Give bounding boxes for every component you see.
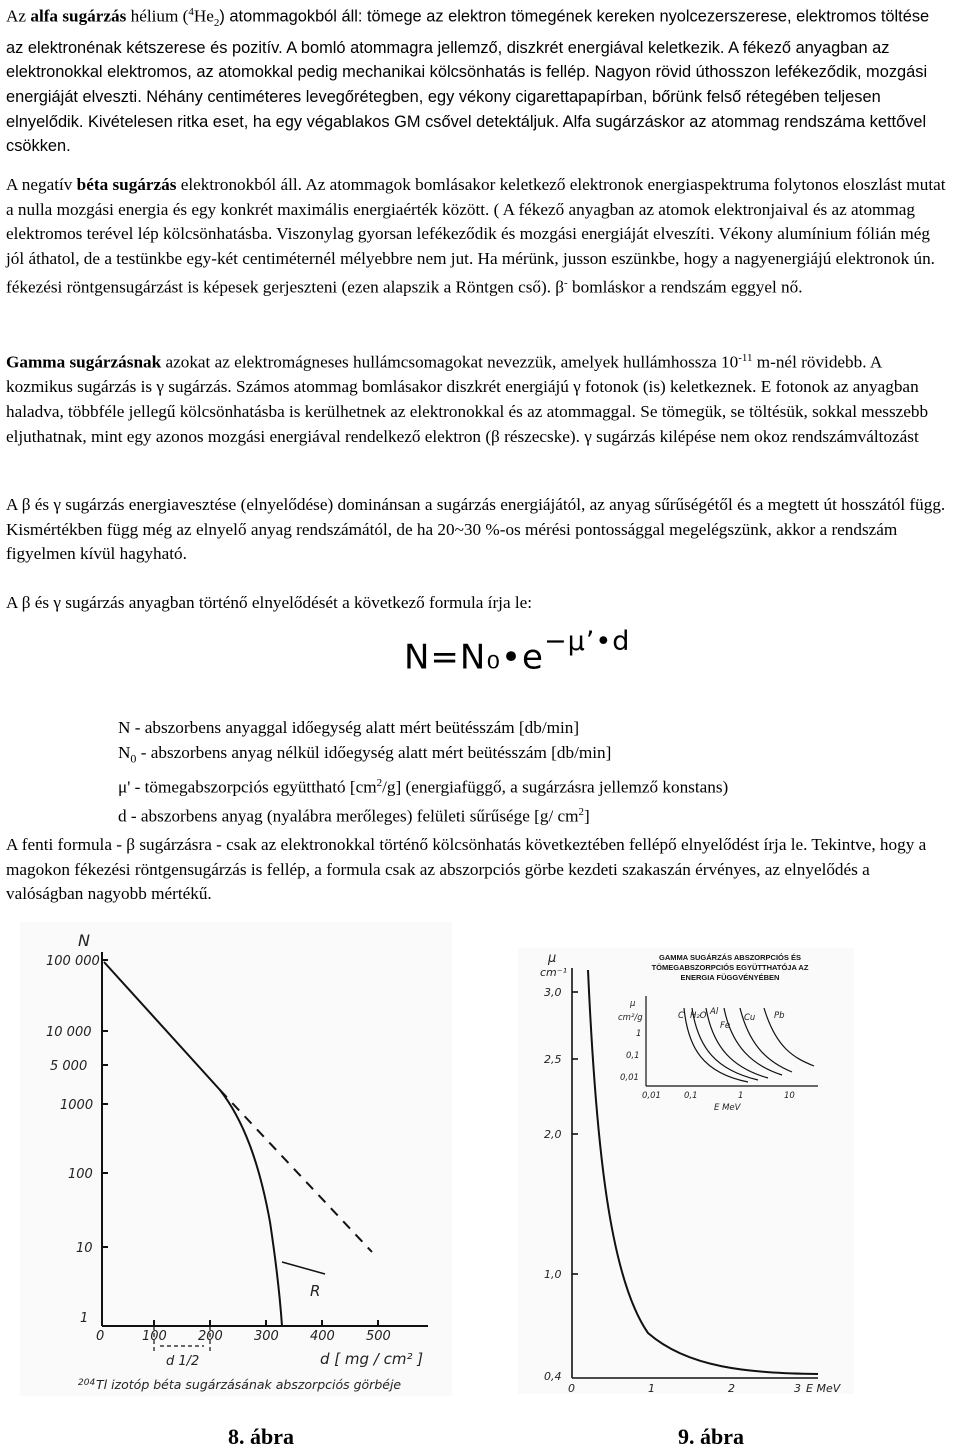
fig9-inset-y-unit: cm²/g — [618, 1013, 643, 1023]
fig9-inset-y-tick: 0,1 — [626, 1051, 640, 1061]
fig9-x-tick: 3 — [794, 1382, 801, 1394]
figure-9-label: 9. ábra — [678, 1424, 744, 1449]
fig8-caption: Tl izotóp béta sugárzásának abszorpciós görbéje — [96, 1377, 402, 1392]
fig9-inset-curve-label: C — [678, 1011, 684, 1021]
fig9-inset-x-tick: 10 — [784, 1091, 795, 1101]
fig8-x-tick: 0 — [96, 1329, 105, 1344]
legend-row-n: N - abszorbens anyaggal időegység alatt mért beütésszám [db/min] — [118, 718, 580, 737]
fig9-inset-y-tick: 0,01 — [620, 1073, 639, 1083]
fig8-y-tick: 1 — [80, 1311, 89, 1326]
fig9-y-tick: 3,0 — [544, 986, 562, 999]
fig9-y-tick: 2,5 — [544, 1053, 562, 1066]
fig9-inset-y-label: μ — [630, 999, 636, 1009]
fig9-title-line: GAMMA SUGÁRZÁS ABSZORPCIÓS ÉS — [659, 953, 801, 962]
fig8-x-tick: 500 — [366, 1329, 391, 1344]
energy-loss-paragraph: A β és γ sugárzás energiavesztése (elnyelődése) dominánsan a sugárzás energiájától, az anyag sűrűségétől és a megtett út hosszától függ. Kismértékben függ még az elnyelő anyag rendszámától, de ha 20~30 %-os mérési pontossággal megelégszünk, akkor a rendszám figyelmen kívül hagyható. — [6, 495, 946, 564]
fig9-x-tick: 2 — [728, 1382, 735, 1394]
fig8-x-tick: 100 — [142, 1329, 167, 1344]
fig9-inset-x-tick: 1 — [738, 1091, 744, 1101]
fig9-inset-curve-label: Al — [710, 1007, 719, 1017]
fig9-inset-x-tick: 0,1 — [684, 1091, 698, 1101]
fig9-x-axis-label: E MeV — [806, 1382, 841, 1394]
fig8-y-tick: 100 000 — [46, 954, 100, 969]
fig9-inset-x-label: E MeV — [714, 1103, 741, 1113]
legend-row-d: d - abszorbens anyag (nyalábra merőleges) felületi sűrűsége [g/ $cm^2$] — [118, 805, 590, 826]
fig9-inset-curve-label: Pb — [774, 1011, 785, 1021]
fig9-y-tick: 1,0 — [544, 1268, 562, 1281]
formula-validity-paragraph: A fenti formula - β sugárzásra - csak az elektronokkal történő kölcsönhatás következtében fellépő elnyelődést írja le. Tekintve, hogy a magokon fékezési röntgensugárzás is fellép, a formula csak az abszorpciós görbe kezdeti szakaszán érvényes, az elnyelődés a valóságban nagyobb mértékű. — [6, 835, 927, 904]
fig8-half-thickness-label: d 1/2 — [166, 1354, 200, 1369]
fig9-y-tick: 0,4 — [544, 1370, 562, 1383]
absorption-formula: $N=N_0•e^{-\mu’•d}$ — [404, 626, 631, 678]
alpha-paragraph: Az alfa sugárzás hélium $(^4He_2)$ atommagokból áll: tömege az elektron tömegének kereken nyolcezerszerese, elektromos töltése az elektronénak kétszerese és pozitív. A bomló atommagra jellemző, diszkrét energiával keletkezik. A fékező anyagban az elektronokkal elektromos, az atomokkal pedig mechanikai kölcsönhatás is fellép. Nagyon rövid úthosszon lefékeződik, mozgási energiáját elveszti. Néhány centiméteres levegőrétegben, egy vékony cigarettapapírban, bőrünk felső rétegében teljesen elnyelődik. Kivételesen ritka eset, ha egy végablakos GM csővel detektáljuk. Alfa sugárzáskor az atommag rendszáma kettővel csökken. — [6, 6, 930, 156]
figure-8-absorption-curve — [20, 922, 452, 1396]
fig8-x-tick: 200 — [198, 1329, 223, 1344]
fig9-inset-y-tick: 1 — [636, 1029, 642, 1039]
gamma-paragraph: Gamma sugárzásnak azokat az elektromágneses hullámcsomagokat nevezzük, amelyek hullámhossza $10^{-11}$ m-nél rövidebb. A kozmikus sugárzás is γ sugárzás. Számos atommag bomlásakor diszkrét energiájú γ fotonok (is) keletkeznek. E fotonok az anyagban haladva, többféle jellegű kölcsönhatásba is kerülhetnek az elektronokkal és az atommaggal. Se tömegük, se töltésük, sokkal messzebb eljuthatnak, mint egy azonos mozgási energiával rendelkező elektron (β részecske). γ sugárzás kilépése nem okoz rendszámváltozást — [6, 352, 929, 446]
fig9-y-unit: cm⁻¹ — [540, 966, 567, 979]
fig9-y-axis-label: μ — [548, 951, 557, 966]
fig8-x-axis-label: d [ mg / cm² ] — [320, 1350, 424, 1368]
formula-intro: A β és γ sugárzás anyagban történő elnyelődését a következő formula írja le: — [6, 593, 533, 612]
figure-8-label: 8. ábra — [228, 1424, 294, 1449]
fig8-y-tick: 10 — [76, 1241, 93, 1256]
fig8-y-axis-label: N — [78, 931, 90, 950]
legend-row-n0: $N_0$ - abszorbens anyag nélkül időegység alatt mért beütésszám [db/min] — [118, 742, 612, 766]
fig8-y-tick: 5 000 — [50, 1059, 88, 1074]
fig9-y-tick: 2,0 — [544, 1128, 562, 1141]
fig9-title-line: ENERGIA FÜGGVÉNYÉBEN — [680, 973, 780, 982]
fig9-x-tick: 0 — [568, 1382, 575, 1394]
fig8-y-tick: 10 000 — [46, 1025, 92, 1040]
fig9-inset-curve-label: H₂O — [690, 1011, 707, 1021]
fig8-caption-sup: 204 — [78, 1378, 96, 1388]
fig9-x-tick: 1 — [648, 1382, 655, 1394]
fig9-inset-x-tick: 0,01 — [642, 1091, 661, 1101]
fig8-x-tick: 400 — [310, 1329, 335, 1344]
fig9-inset-curve-label: Fe — [720, 1021, 731, 1031]
fig8-range-label: R — [310, 1282, 321, 1300]
fig9-inset-curve-label: Cu — [744, 1013, 756, 1023]
fig8-x-tick: 300 — [254, 1329, 279, 1344]
figure-9-gamma-absorption — [518, 948, 854, 1394]
fig8-y-tick: 1000 — [60, 1098, 94, 1113]
formula-legend — [118, 716, 728, 829]
figure-9-background — [518, 948, 854, 1394]
fig9-title-line: TÖMEGABSZORPCIÓS EGYÜTTHATÓJA AZ — [651, 963, 809, 972]
legend-row-mu: μ' - tömegabszorpciós együttható $[cm^2/g]$ (energiafüggő, a sugárzásra jellemző konstans) — [118, 776, 729, 797]
beta-paragraph: A negatív béta sugárzás elektronokból áll. Az atommagok bomlásakor keletkező elektronok energiaspektruma folytonos eloszlást mutat a nulla mozgási energia és egy konkrét maximális energiaérték között. ( A fékező anyagban az atomok elektronjaival és az atommag elektromos terével lép kölcsönhatásba. Viszonylag gyorsan lefékeződik és mozgási energiáját elveszíti. Vékony alumínium fólián még jól áthatol, de a testünkbe egy-két centiméternél mélyebbre nem jut. Ha mérünk, jusson eszünkbe, hogy a nagyenergiájú elektronok ún. fékezési röntgensugárzást is képesek gerjeszteni (ezen alapszik a Röntgen cső). β- bomláskor a rendszám eggyel nő. — [6, 175, 946, 298]
fig8-y-tick: 100 — [68, 1167, 93, 1182]
